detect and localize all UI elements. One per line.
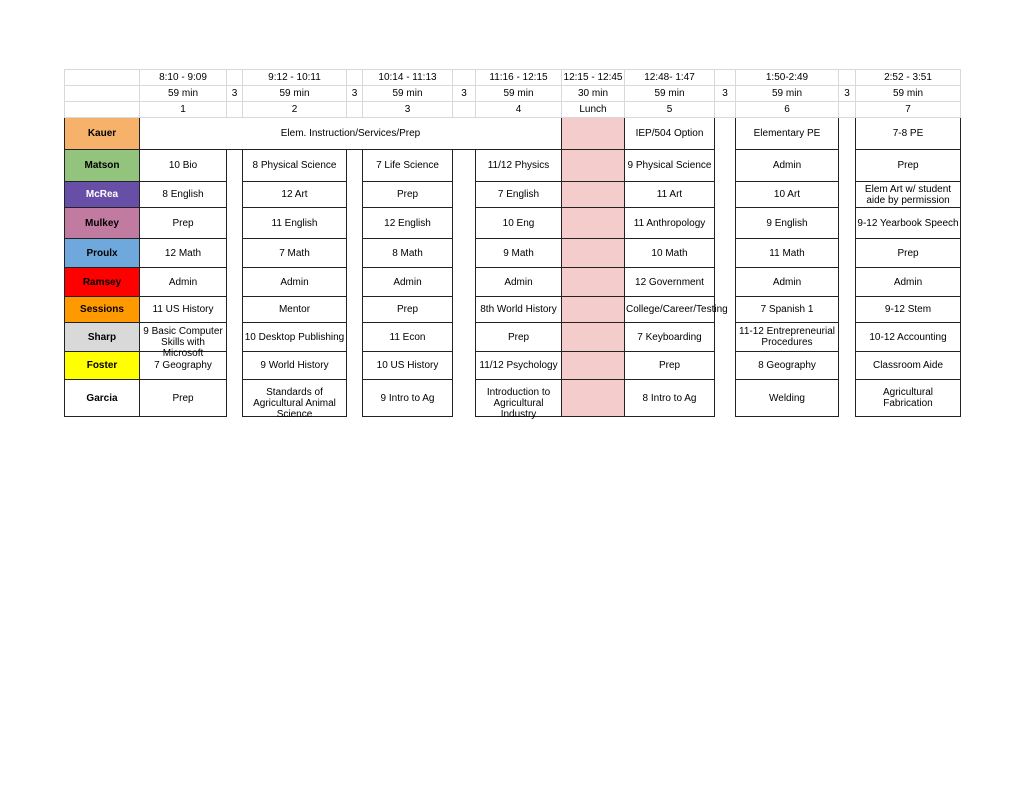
duration-header-cell: 59 min (625, 86, 715, 102)
duration-header-cell: 59 min (736, 86, 839, 102)
class-cell (856, 380, 961, 417)
class-label: 7 Geography (154, 360, 212, 371)
teacher-row (65, 182, 961, 208)
lunch-cell (562, 323, 625, 352)
passing-gap-cell (347, 268, 363, 297)
class-label: Admin (504, 276, 533, 288)
class-cell (363, 150, 453, 182)
time-header-cell (227, 70, 243, 86)
class-label: Admin (393, 276, 422, 288)
class-cell (243, 323, 347, 352)
class-label: College/Career/Testing (626, 304, 728, 315)
time-header-cell (715, 70, 736, 86)
lunch-cell (562, 239, 625, 268)
period-header-cell: 4 (476, 102, 562, 118)
lunch-cell (562, 150, 625, 182)
class-cell (736, 352, 839, 380)
lunch-cell (562, 352, 625, 380)
period-header-cell: 7 (856, 102, 961, 118)
class-label: 11 Art (656, 189, 683, 200)
passing-gap-cell (227, 380, 243, 417)
class-cell (736, 323, 839, 352)
teacher-name-cell: Sharp (65, 323, 140, 352)
passing-gap-cell (715, 150, 736, 182)
duration-header-cell: 59 min (856, 86, 961, 102)
class-label: 10 Eng (502, 217, 535, 229)
class-cell (476, 380, 562, 420)
class-label: 7 Keyboarding (637, 331, 702, 343)
teacher-row (65, 208, 961, 239)
class-label: Prep (897, 160, 919, 171)
teacher-row (65, 297, 961, 323)
passing-gap-cell (839, 268, 856, 297)
class-cell (140, 297, 227, 323)
class-cell (476, 268, 562, 297)
class-label: Prep (897, 247, 919, 259)
passing-gap-cell (347, 323, 363, 352)
passing-gap-cell (839, 239, 856, 268)
class-cell (476, 323, 562, 352)
class-label: 11-12 Entrepreneurial Procedures (739, 326, 835, 348)
period-header-cell (839, 102, 856, 118)
time-header-row (65, 70, 961, 86)
class-cell (363, 380, 453, 417)
class-label: 12 Math (164, 247, 202, 259)
class-cell (363, 352, 453, 380)
class-cell (625, 380, 715, 417)
duration-header-cell: 3 (453, 86, 476, 102)
class-label: 8 Physical Science (252, 160, 337, 171)
passing-gap-cell (715, 323, 736, 352)
passing-gap-cell (347, 208, 363, 239)
time-header-cell (839, 70, 856, 86)
teacher-row (65, 239, 961, 268)
class-label: 8th World History (480, 304, 557, 315)
class-cell (856, 239, 961, 268)
class-cell (243, 352, 347, 380)
duration-header-row (65, 86, 961, 102)
period-header-row (65, 102, 961, 118)
passing-gap-cell (347, 239, 363, 268)
class-label: 11 US History (152, 304, 214, 315)
passing-gap-cell (347, 352, 363, 380)
passing-gap-cell (227, 268, 243, 297)
class-cell (140, 380, 227, 417)
passing-gap-cell (453, 297, 476, 323)
lunch-cell (562, 297, 625, 323)
passing-gap-cell (453, 150, 476, 182)
time-header-cell (347, 70, 363, 86)
class-label: 11/12 Physics (487, 160, 550, 171)
class-cell (736, 297, 839, 323)
teacher-name-cell: Garcia (65, 380, 140, 417)
class-cell (856, 297, 961, 323)
class-label: 7 Math (279, 247, 310, 259)
class-label: 8 English (162, 189, 204, 200)
passing-gap-cell (715, 352, 736, 380)
class-label: 9 Physical Science (627, 160, 712, 171)
class-label: 11/12 Psychology (479, 360, 558, 371)
duration-header-cell: 30 min (562, 86, 625, 102)
class-cell (243, 380, 347, 420)
class-label: Standards of Agricultural Animal Science (253, 387, 336, 420)
duration-header-cell: 3 (715, 86, 736, 102)
class-cell (243, 182, 347, 208)
schedule-table (64, 69, 961, 420)
class-cell (736, 182, 839, 208)
class-cell (363, 323, 453, 352)
class-cell (856, 150, 961, 182)
class-cell (856, 208, 961, 239)
passing-gap-cell (839, 182, 856, 208)
class-label: Prep (507, 331, 530, 343)
time-header-cell: 12:48- 1:47 (625, 70, 715, 86)
class-label: 10 US History (376, 360, 439, 371)
class-cell (736, 268, 839, 297)
class-label: 12 Art (281, 189, 308, 200)
class-cell (625, 150, 715, 182)
teacher-row (65, 118, 961, 150)
class-label: Prep (396, 304, 419, 315)
passing-gap-cell (347, 297, 363, 323)
class-cell (856, 352, 961, 380)
class-cell: 7-8 PE (856, 118, 961, 150)
class-cell (363, 239, 453, 268)
class-label: 7 Spanish 1 (760, 304, 814, 315)
class-cell (140, 208, 227, 239)
class-label: Prep (396, 189, 419, 200)
class-cell (476, 297, 562, 323)
duration-header-cell: 59 min (140, 86, 227, 102)
passing-gap-cell (453, 182, 476, 208)
class-cell (140, 150, 227, 182)
class-cell (856, 323, 961, 352)
header-corner-cell (65, 102, 140, 118)
class-cell (476, 150, 562, 182)
class-label: 10 Bio (168, 160, 198, 171)
passing-gap-cell (227, 297, 243, 323)
class-label: Elem Art w/ student aide by permission (864, 183, 952, 206)
class-label: 10 Math (651, 247, 688, 259)
class-cell (243, 150, 347, 182)
time-header-cell: 1:50-2:49 (736, 70, 839, 86)
duration-header-cell: 59 min (476, 86, 562, 102)
class-cell (625, 239, 715, 268)
lunch-cell (562, 208, 625, 239)
teacher-row (65, 150, 961, 182)
teacher-row (65, 380, 961, 417)
class-cell (243, 297, 347, 323)
duration-header-cell: 59 min (363, 86, 453, 102)
teacher-name-cell: Mulkey (65, 208, 140, 239)
lunch-cell (562, 182, 625, 208)
class-cell (625, 208, 715, 239)
teacher-row (65, 323, 961, 352)
class-label: Admin (772, 276, 802, 288)
class-label: 9 English (766, 217, 808, 229)
duration-header-cell: 59 min (243, 86, 347, 102)
passing-gap-cell (839, 297, 856, 323)
passing-gap-cell (227, 182, 243, 208)
class-label: Admin (280, 276, 309, 288)
header-corner-cell (65, 86, 140, 102)
lunch-cell (562, 118, 625, 150)
class-cell (625, 352, 715, 380)
class-label: 8 Geography (758, 360, 816, 371)
duration-header-cell: 3 (839, 86, 856, 102)
teacher-name-cell: Matson (65, 150, 140, 182)
class-label: Admin (168, 276, 198, 288)
time-header-cell: 12:15 - 12:45 (562, 70, 625, 86)
passing-gap-cell (453, 239, 476, 268)
passing-gap-cell (453, 208, 476, 239)
lunch-cell (562, 380, 625, 417)
period-header-cell: 2 (243, 102, 347, 118)
class-label: 10 Art (773, 189, 801, 200)
class-cell: Elementary PE (736, 118, 839, 150)
class-label: 12 English (384, 217, 431, 229)
time-header-cell (453, 70, 476, 86)
class-label: 9-12 Stem (884, 304, 932, 315)
period-header-cell: 6 (736, 102, 839, 118)
period-header-cell: 1 (140, 102, 227, 118)
passing-gap-cell (347, 150, 363, 182)
class-cell (140, 182, 227, 208)
period-header-cell (715, 102, 736, 118)
class-label: Welding (769, 392, 805, 404)
passing-gap-cell (839, 150, 856, 182)
class-label: 11 English (271, 217, 318, 229)
class-label: 10 Desktop Publishing (244, 331, 345, 343)
passing-gap-cell (839, 380, 856, 417)
class-cell (625, 297, 728, 323)
passing-gap-cell (715, 380, 736, 417)
teacher-name-cell: Ramsey (65, 268, 140, 297)
class-label: Classroom Aide (872, 360, 944, 371)
class-label: 9 Math (503, 247, 534, 259)
passing-gap-cell (453, 268, 476, 297)
passing-gap-cell (839, 208, 856, 239)
class-cell (856, 182, 961, 208)
teacher-name-cell: Foster (65, 352, 140, 380)
lunch-cell (562, 268, 625, 297)
class-label: 9 World History (260, 360, 329, 371)
teacher-name-cell: Sessions (65, 297, 140, 323)
class-cell (736, 239, 839, 268)
class-label: 11 Econ (389, 331, 426, 343)
class-cell (625, 182, 715, 208)
passing-gap-cell (715, 182, 736, 208)
class-cell (363, 268, 453, 297)
class-label: Mentor (278, 304, 311, 315)
passing-gap-cell (839, 118, 856, 150)
passing-gap-cell (453, 323, 476, 352)
passing-gap-cell (227, 352, 243, 380)
class-label: 9-12 Yearbook Speech (857, 217, 959, 229)
passing-gap-cell (715, 268, 736, 297)
passing-gap-cell (347, 182, 363, 208)
class-label: 10-12 Accounting (869, 331, 947, 343)
passing-gap-cell (453, 352, 476, 380)
class-cell (736, 380, 839, 417)
duration-header-cell: 3 (347, 86, 363, 102)
class-cell (736, 208, 839, 239)
class-cell (625, 268, 715, 297)
period-header-cell: 5 (625, 102, 715, 118)
class-cell (363, 182, 453, 208)
period-header-cell: Lunch (562, 102, 625, 118)
time-header-cell: 2:52 - 3:51 (856, 70, 961, 86)
time-header-cell: 8:10 - 9:09 (140, 70, 227, 86)
class-label: 7 English (497, 189, 540, 200)
passing-gap-cell (227, 150, 243, 182)
class-cell (243, 239, 347, 268)
class-cell (476, 208, 562, 239)
passing-gap-cell (453, 380, 476, 417)
class-cell (856, 268, 961, 297)
class-cell (476, 182, 562, 208)
duration-header-cell: 3 (227, 86, 243, 102)
class-cell (476, 352, 562, 380)
class-cell (243, 268, 347, 297)
period-header-cell: 3 (363, 102, 453, 118)
span-class-cell: Elem. Instruction/Services/Prep (140, 118, 562, 150)
time-header-cell: 10:14 - 11:13 (363, 70, 453, 86)
class-cell (736, 150, 839, 182)
class-label: 9 Intro to Ag (380, 392, 435, 404)
class-cell (140, 239, 227, 268)
class-label: 8 Intro to Ag (642, 392, 697, 404)
period-header-cell (347, 102, 363, 118)
class-label: Admin (893, 276, 923, 288)
class-label: Prep (172, 392, 194, 404)
class-cell: IEP/504 Option (625, 118, 715, 150)
passing-gap-cell (839, 323, 856, 352)
teacher-row (65, 268, 961, 297)
class-label: 8 Math (392, 247, 423, 259)
class-cell (363, 297, 453, 323)
period-header-cell (453, 102, 476, 118)
class-cell (243, 208, 347, 239)
class-label: 7 Life Science (376, 160, 439, 171)
time-header-cell: 11:16 - 12:15 (476, 70, 562, 86)
header-corner-cell (65, 70, 140, 86)
passing-gap-cell (839, 352, 856, 380)
class-label: Admin (772, 160, 802, 171)
class-cell (476, 239, 562, 268)
class-label: Agricultural Fabrication (882, 387, 934, 409)
passing-gap-cell (227, 323, 243, 352)
class-cell (140, 268, 227, 297)
period-header-cell (227, 102, 243, 118)
class-label: Prep (658, 360, 681, 371)
passing-gap-cell (715, 239, 736, 268)
passing-gap-cell (715, 208, 736, 239)
class-label: 11 Math (769, 247, 805, 259)
class-cell (625, 323, 715, 352)
class-label: 11 Anthropology (633, 217, 706, 229)
teacher-name-cell: McRea (65, 182, 140, 208)
class-cell (363, 208, 453, 239)
teacher-name-cell: Proulx (65, 239, 140, 268)
passing-gap-cell (347, 380, 363, 417)
class-cell (140, 323, 227, 359)
class-label: 9 Basic Computer Skills with Microsoft (143, 326, 223, 359)
teacher-name-cell: Kauer (65, 118, 140, 150)
class-label: Prep (172, 217, 194, 229)
passing-gap-cell (227, 208, 243, 239)
class-label: Introduction to Agricultural Industry (486, 387, 551, 420)
passing-gap-cell (227, 239, 243, 268)
time-header-cell: 9:12 - 10:11 (243, 70, 347, 86)
class-label: 12 Government (635, 276, 704, 288)
passing-gap-cell (715, 118, 736, 150)
